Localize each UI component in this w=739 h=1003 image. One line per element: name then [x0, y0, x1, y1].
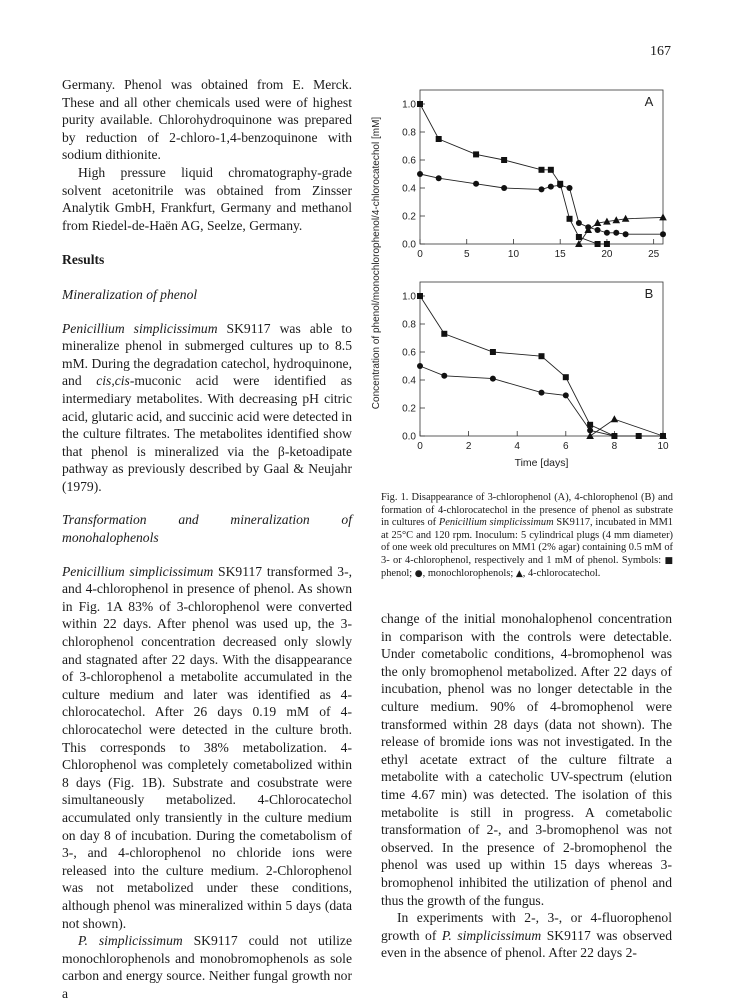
panel-b-ytick-label: 0.2 [402, 403, 416, 415]
panel-a-square-point [548, 167, 554, 173]
panel-a-circle-point [623, 231, 629, 237]
panel-a-circle-point [436, 175, 442, 181]
panel-b-square-point [539, 353, 545, 359]
panel-b-xtick-label: 4 [514, 441, 520, 452]
paragraph-bromophenols: change of the initial monohalophenol concentration in comparison with the controls were detectable. Under cometabolic conditions, 4-bromophenol was the only bromophenol metabolized. After 22 days of incubation, phenol was no longer detectable in the culture medium. 90% of 4-bromophenol were transformed within 28 days (data not shown). The release of bromide ions was not investigated. In the ethyl acetate extract of the culture filtrate a metabolite with a catecholic UV-spectrum (elution time 4.67 min) was detected. The isolation of this metabolite is still in progress. A cometabolic transformation of 2-, and 3-bromophenol was not observed. In the presence of 2-bromophenol the phenol was used up within 15 days whereas 3-bromophenol inhibited the utilization of phenol and thus the growth of the fungus. [381, 611, 672, 908]
panel-a-circle-point [539, 186, 545, 192]
panel-a-circle-point [660, 231, 666, 237]
paragraph-solvents: High pressure liquid chromatography-grade solvent acetonitrile was obtained from Zinsser Analytik GmbH, Frankfurt, Germany and methanol from Riedel-de-Haën AG, Seelze, Germany. [62, 164, 352, 233]
page-number: 167 [650, 44, 671, 59]
panel-b-ytick-label: 0.6 [402, 347, 416, 359]
panel-a-xtick-label: 5 [463, 249, 470, 260]
paragraph-chlorophenols: Penicillium simplicissimum SK9117 transformed 3-, and 4-chlorophenol in presence of phenol. As shown in Fig. 1A 83% of 3-chlorophenol were converted within 22 days. After phenol was used up, the 3-chlorophenol concentration decreased only slowly and stagnated after 22 days. With the disappearance of 3-chlorophenol a metabolite accumulated in the culture medium and later was identified as 4-chlorocatechol. After 26 days 0.19 mM of 4-chlorocatechol were detected in the culture broth. This corresponds to 38% metabolization. 4-Chlorophenol was completely cometabolized within 8 days (Fig. 1B). Substrate and cosubstrate were simultaneously metabolized. 4-Chlorocatechol accumulated only transiently in the culture medium on day 8 of incubation. During the cometabolism of 3-, and 4-chlorophenol no chloride ions were released into the culture medium. 2-Chlorophenol was not metabolized under these conditions, although phenol was mineralized within 5 days (data not shown). [62, 563, 352, 931]
panel-a-ytick-label: 0.0 [402, 239, 416, 251]
panel-a-ytick-label: 1.0 [402, 99, 416, 111]
panel-b-xtick-label: 8 [611, 441, 618, 452]
panel-a-circle-point [604, 230, 610, 236]
panel-b-square-point [441, 331, 447, 337]
panel-b-xtick-label: 10 [657, 441, 669, 452]
panel-a-xtick-label: 15 [554, 249, 566, 260]
panel-b-circle-point [490, 376, 496, 382]
panel-b-triangle-series-line [590, 419, 663, 436]
paragraph-carbon-source: P. simplicissimum SK9117 could not utilize monochlorophenols and monobromophenols as sole carbon and energy source. Neither fungal growth nor a [62, 933, 352, 1001]
panel-b-xtick-label: 6 [563, 441, 569, 452]
panel-b-circle-point [539, 390, 545, 396]
panel-b-ytick-label: 1.0 [402, 291, 416, 303]
panel-a-ytick-label: 0.4 [402, 183, 416, 195]
panel-a-circle-series-line [420, 174, 663, 234]
panel-a-square-point [501, 157, 507, 163]
panel-b-ytick-label: 0.0 [402, 431, 416, 443]
panel-b-label: B [644, 286, 654, 301]
panel-a-circle-point [557, 182, 563, 188]
panel-a-circle-point [595, 227, 601, 233]
panel-a-square-point [595, 241, 601, 247]
y-axis-label: Concentration of phenol/monochlorophenol/4-chlorocatechol [mM] [371, 116, 382, 410]
figure-1-svg [363, 72, 703, 492]
panel-a-ytick-label: 0.8 [402, 127, 416, 139]
panel-a-square-point [473, 151, 479, 157]
panel-a-square-point [567, 216, 573, 222]
panel-a-triangle-point [659, 213, 667, 220]
panel-b-square-series-line [420, 296, 663, 436]
subheading-mineralization-phenol: Mineralization of phenol [62, 286, 198, 302]
panel-b-triangle-point [611, 415, 619, 422]
panel-a-circle-point [473, 181, 479, 187]
panel-a-triangle-point [575, 240, 583, 247]
panel-a-xtick-label: 25 [648, 249, 660, 260]
panel-b-square-point [490, 349, 496, 355]
panel-a-xtick-label: 10 [507, 249, 520, 260]
panel-a-circle-point [548, 184, 554, 190]
panel-a-ytick-label: 0.6 [402, 155, 416, 167]
results-heading: Results [62, 252, 105, 268]
panel-b-circle-point [611, 433, 617, 439]
panel-a-circle-point [567, 185, 573, 191]
paragraph-fluorophenols: In experiments with 2-, 3-, or 4-fluorophenol growth of P. simplicissimum SK9117 was observed even in the absence of phenol. After 22 days 2- [381, 910, 673, 961]
subheading-monohalophenols: Transformation and mineralization of monohalophenols [62, 512, 352, 546]
panel-b-square-point [563, 374, 569, 380]
x-axis-label: Time [days] [514, 457, 569, 469]
left-column [62, 76, 352, 1003]
figure-1-chart [363, 72, 703, 492]
panel-b-xtick-label: 0 [417, 441, 423, 452]
paragraph-phenol-mineralization: Penicillium simplicissimum SK9117 was able to mineralize phenol in submerged cultures up to 8.5 mM. During the degradation catechol, hydroquinone, and cis,cis-muconic acid were identified as intermediary metabolites. With decreasing pH citric acid, glutaric acid, and succinic acid were detected in the culture filtrates. The metabolites identified show that phenol is mineralized via the β-ketoadipate pathway as previously described by Gaal & Neujahr (1979). [62, 320, 352, 494]
panel-b-triangle-point [586, 432, 594, 439]
panel-a-square-point [417, 101, 423, 107]
panel-a-square-point [436, 136, 442, 142]
panel-a-circle-point [613, 230, 619, 236]
panel-a-square-point [576, 234, 582, 240]
panel-b-ytick-label: 0.8 [402, 319, 416, 331]
panel-a-circle-point [501, 185, 507, 191]
panel-a-circle-point [417, 171, 423, 177]
right-column [381, 610, 672, 962]
panel-b-square-point [636, 433, 642, 439]
panel-a-circle-point [576, 220, 582, 226]
panel-b-circle-series-line [420, 366, 614, 436]
panel-b-square-point [417, 293, 423, 299]
panel-a-xtick-label: 20 [601, 249, 613, 260]
panel-b-circle-point [417, 363, 423, 369]
panel-b-circle-point [441, 373, 447, 379]
panel-a-label: A [644, 94, 654, 109]
panel-a-square-point [539, 167, 545, 173]
paragraph-materials: Germany. Phenol was obtained from E. Merck. These and all other chemicals used were of highest purity available. Chlorohydroquinone was prepared by reduction of 2-chloro-1,4-benzoquinone with sodium dithionite. [62, 77, 352, 163]
panel-a-ytick-label: 0.2 [402, 211, 416, 223]
panel-b-ytick-label: 0.4 [402, 375, 416, 387]
panel-a-xtick-label: 0 [417, 249, 423, 260]
panel-b-xtick-label: 2 [465, 441, 472, 452]
figure-1-caption: Fig. 1. Disappearance of 3-chlorophenol (A), 4-chlorophenol (B) and formation of 4-chlorocatechol in the presence of phenol as substrate in cultures of Penicillium simplicissimum SK9117, incubated in MM1 at 25°C and 120 rpm. Inoculum: 5 cylindrical plugs (4 mm diameter) of one week old precultures on MM1 (2% agar) containing 0.5 mM of 3- or 4-chlorophenol, respectively and 1 mM of phenol. Symbols: ■ phenol; ●, monochlorophenols; ▲, 4-chlorocatechol. [381, 492, 674, 579]
panel-a-triangle-series-line [579, 217, 663, 244]
panel-a-square-point [604, 241, 610, 247]
panel-b-circle-point [563, 392, 569, 398]
